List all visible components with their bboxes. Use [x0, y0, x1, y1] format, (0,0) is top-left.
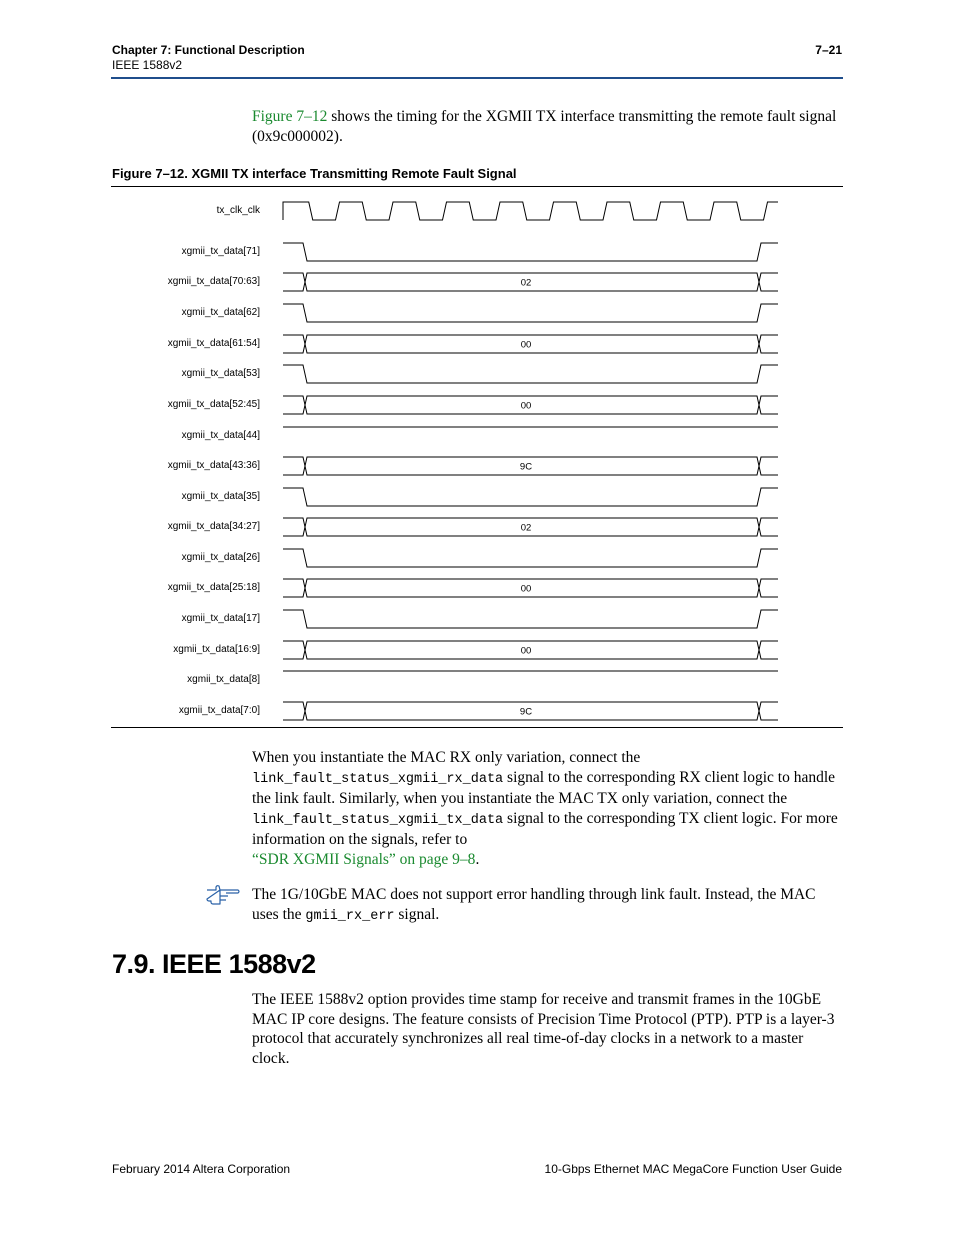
signal-label: xgmii_tx_data[34:27] [167, 521, 260, 532]
bus-value-label: 02 [520, 522, 532, 534]
footer-document-title: 10-Gbps Ethernet MAC MegaCore Function User Guide [544, 1162, 842, 1176]
signal-label: xgmii_tx_data[26] [181, 552, 260, 563]
bus-value-label: 00 [520, 400, 532, 412]
p2-text-2: signal to the corresponding RX client logic to handle the link fault. Similarly, when you instantiate the MAC TX only variation, connect the [252, 768, 836, 808]
signal-label: xgmii_tx_data[62] [181, 307, 260, 318]
note-paragraph [252, 885, 844, 926]
signal-label: xgmii_tx_data[70:63] [167, 276, 260, 287]
signal-label: xgmii_tx_data[61:54] [167, 338, 260, 349]
tx-signal-name: link_fault_status_xgmii_tx_data [252, 812, 504, 828]
signal-label: xgmii_tx_data[71] [181, 246, 260, 257]
bit-waveform [283, 610, 778, 628]
intro-text: shows the timing for the XGMII TX interface transmitting the remote fault signal (0x9c000002). [252, 108, 837, 145]
signal-label: xgmii_tx_data[17] [181, 613, 260, 624]
signal-label: xgmii_tx_data[43:36] [167, 460, 260, 471]
figure-rule-bottom [111, 727, 843, 728]
p2-text-4: . [475, 850, 480, 868]
signal-label: xgmii_tx_data[7:0] [178, 705, 260, 716]
signal-label: xgmii_tx_data[8] [187, 674, 260, 685]
bit-waveform [283, 549, 778, 567]
running-header-section: IEEE 1588v2 [112, 58, 183, 72]
bit-waveform [283, 243, 778, 261]
bus-value-label: 00 [520, 583, 532, 595]
link-fault-paragraph [252, 748, 844, 870]
signal-label: xgmii_tx_data[25:18] [167, 582, 260, 593]
clock-waveform [283, 202, 778, 220]
rx-signal-name: link_fault_status_xgmii_rx_data [252, 771, 504, 787]
pointing-hand-icon [206, 884, 240, 906]
signal-label: xgmii_tx_data[16:9] [173, 644, 260, 655]
signal-label: xgmii_tx_data[35] [181, 491, 260, 502]
section-heading: 7.9. IEEE 1588v2 [112, 949, 316, 979]
running-header-chapter: Chapter 7: Functional Description [112, 43, 305, 57]
section-paragraph: The IEEE 1588v2 option provides time stamp for receive and transmit frames in the 10GbE MAC IP core designs. The feature consists of Precision Time Protocol (PTP). PTP is a layer-3 protocol that accurately synchronizes all real time-of-day clocks in a network to a master clock. [252, 991, 835, 1067]
bit-waveform [283, 304, 778, 322]
bus-value-label: 02 [520, 277, 532, 289]
page-number: 7–21 [815, 43, 842, 57]
sdr-xgmii-signals-link[interactable]: “SDR XGMII Signals” on page 9–8 [252, 850, 476, 868]
p2-text-3: signal to the corresponding TX client logic. For more information on the signals, refer to [252, 809, 838, 849]
bit-waveform [283, 488, 778, 506]
note-text-1: The 1G/10GbE MAC does not support error handling through link fault. Instead, the MAC uses the [252, 886, 816, 923]
footer-date-publisher: February 2014 Altera Corporation [112, 1162, 291, 1176]
figure-caption: Figure 7–12. XGMII TX interface Transmitting Remote Fault Signal [112, 166, 517, 181]
bus-value-label: 00 [520, 339, 532, 351]
bus-value-label: 9C [519, 706, 533, 718]
signal-label: xgmii_tx_data[52:45] [167, 399, 260, 410]
bus-value-label: 9C [519, 461, 533, 473]
bit-waveform [283, 365, 778, 383]
signal-label: xgmii_tx_data[44] [181, 430, 260, 441]
figure-link[interactable]: Figure 7–12 [252, 108, 328, 125]
signal-label: tx_clk_clk [216, 205, 260, 216]
bus-value-label: 00 [520, 645, 532, 657]
gmii-rx-err-signal: gmii_rx_err [305, 908, 395, 924]
note-text-2: signal. [394, 905, 440, 923]
signal-label: xgmii_tx_data[53] [181, 368, 260, 379]
p2-text-1: When you instantiate the MAC RX only variation, connect the [252, 749, 641, 766]
